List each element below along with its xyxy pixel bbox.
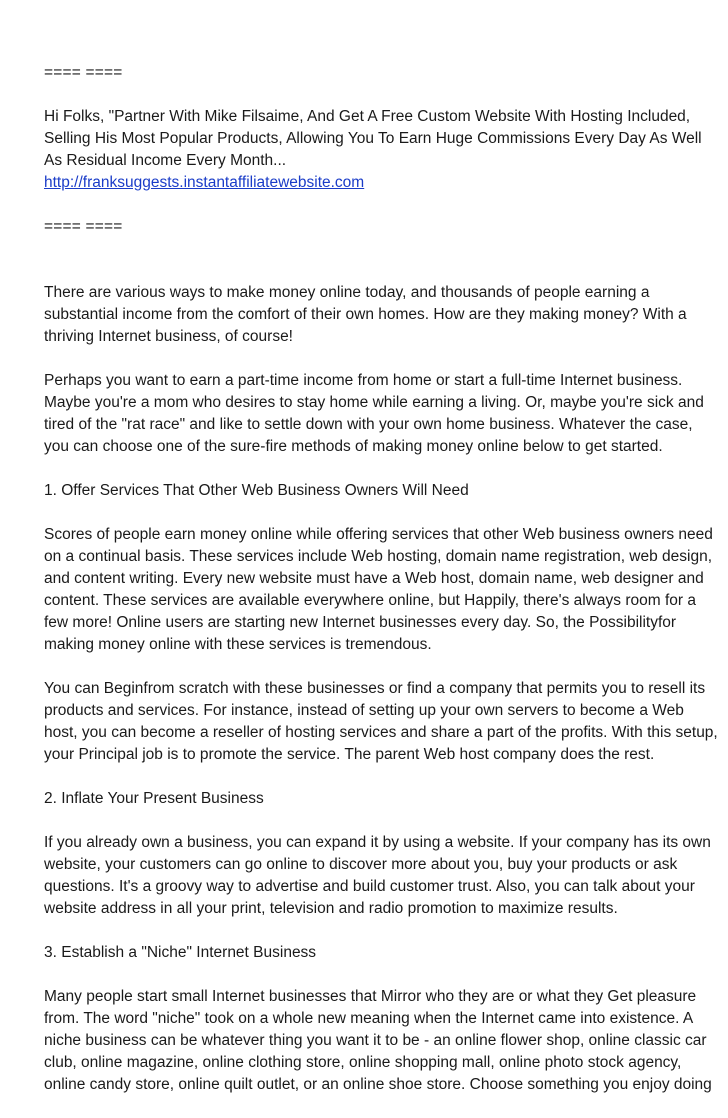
paragraph-niche [44, 986, 712, 1096]
paragraph-services [44, 524, 713, 656]
text-line: content. These services are available everywhere online, but Happily, there's always room for a [44, 592, 696, 609]
section-heading: 1. Offer Services That Other Web Business Owners Will Need [44, 482, 469, 499]
text-line: You can Beginfrom scratch with these businesses or find a company that permits you to resell its [44, 680, 706, 697]
section-heading: 2. Inflate Your Present Business [44, 790, 264, 807]
text-line: If you already own a business, you can expand it by using a website. If your company has its own [44, 834, 711, 851]
promo-line: Hi Folks, "Partner With Mike Filsaime, And Get A Free Custom Website With Hosting Included, [44, 108, 691, 125]
text-line: and content writing. Every new website must have a Web host, domain name, web designer and [44, 570, 704, 587]
text-line: niche business can be whatever thing you want it to be - an online flower shop, online classic car [44, 1032, 707, 1049]
text-line: club, online magazine, online clothing store, online shopping mall, online photo stock agency, [44, 1054, 682, 1071]
text-line: questions. It's a groovy way to advertise and build customer trust. Also, you can talk about your [44, 878, 695, 895]
promo-link[interactable]: http://franksuggests.instantaffiliatewebsite.com [44, 174, 365, 191]
heading-section-2 [44, 788, 696, 810]
promo-block [44, 106, 702, 194]
text-line: on a continual basis. These services include Web hosting, domain name registration, web design, [44, 548, 713, 565]
promo-line: Selling His Most Popular Products, Allowing You To Earn Huge Commissions Every Day As Well [44, 130, 702, 147]
text-line: tired of the "rat race" and like to settle down with your own home business. Whatever the case, [44, 416, 693, 433]
text-line: few more! Online users are starting new Internet businesses every day. So, the Possibilityfor [44, 614, 677, 631]
text-line: host, you can become a reseller of hosting services and share a part of the profits. With this setup, [44, 724, 718, 741]
promo-line: As Residual Income Every Month... [44, 152, 287, 169]
text-line: making money online with these services is tremendous. [44, 636, 432, 653]
text-line: There are various ways to make money online today, and thousands of people earning a [44, 284, 650, 301]
separator-top: ==== ==== [44, 64, 123, 81]
paragraph-part-time [44, 370, 704, 458]
text-line: website, your customers can go online to discover more about you, buy your products or ask [44, 856, 678, 873]
heading-section-3 [44, 942, 696, 964]
paragraph-expand [44, 832, 711, 920]
paragraph-intro [44, 282, 696, 348]
paragraph-reseller [44, 678, 718, 766]
text-line: Many people start small Internet businesses that Mirror who they are or what they Get pleasure [44, 988, 697, 1005]
text-line: Perhaps you want to earn a part-time income from home or start a full-time Internet business. [44, 372, 683, 389]
separator-bottom: ==== ==== [44, 218, 123, 235]
text-line: thriving Internet business, of course! [44, 328, 293, 345]
text-line: website address in all your print, television and radio promotion to maximize results. [44, 900, 618, 917]
section-heading: 3. Establish a "Niche" Internet Business [44, 944, 317, 961]
text-line: from. The word "niche" took on a whole new meaning when the Internet came into existence. A [44, 1010, 694, 1027]
heading-section-1 [44, 480, 696, 502]
text-line: online candy store, online quilt outlet, or an online shoe store. Choose something you enjoy doing [44, 1076, 712, 1093]
text-line: Maybe you're a mom who desires to stay home while earning a living. Or, maybe you're sick and [44, 394, 704, 411]
text-line: your Principal job is to promote the service. The parent Web host company does the rest. [44, 746, 655, 763]
document-page [44, 62, 718, 1118]
text-line: you can choose one of the sure-fire methods of making money online below to get started. [44, 438, 663, 455]
text-line: products and services. For instance, instead of setting up your own servers to become a Web [44, 702, 684, 719]
text-line: Scores of people earn money online while offering services that other Web business owners need [44, 526, 713, 543]
text-line: substantial income from the comfort of their own homes. How are they making money? With a [44, 306, 687, 323]
